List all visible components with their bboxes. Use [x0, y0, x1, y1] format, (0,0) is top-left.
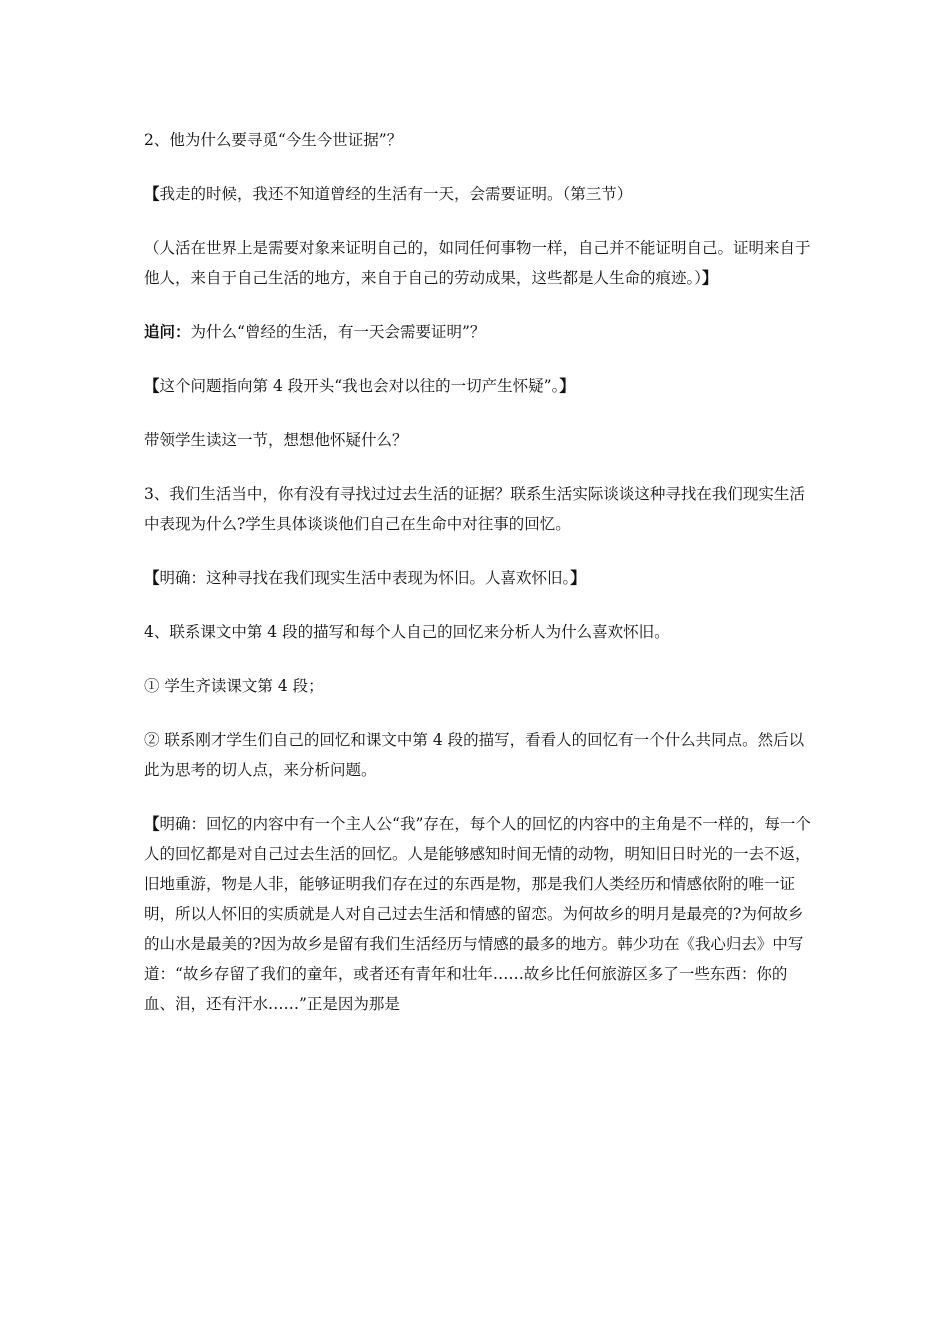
step-1 [144, 671, 812, 701]
bracket-open: 【 [144, 376, 160, 395]
answer-2-explanation [144, 233, 812, 293]
step-2 [144, 725, 812, 785]
answer-2-explanation-text: （人活在世界上是需要对象来证明自己的，如同任何事物一样，自己并不能证明自己。证明来自于他人，来自于自己生活的地方，来自于自己的劳动成果，这些都是人生命的痕迹。） [144, 239, 811, 287]
answer-2-quote-text: 我走的时候，我还不知道曾经的生活有一天，会需要证明。（第三节） [159, 185, 633, 203]
follow-up-label: 追问： [144, 322, 191, 341]
bracket-open: 【 [144, 184, 160, 203]
lead-reading-text: 带领学生读这一节，想想他怀疑什么？ [144, 431, 408, 449]
follow-up-text: 为什么“曾经的生活，有一天会需要证明”？ [190, 323, 486, 341]
question-4-text: 4、联系课文中第 4 段的描写和每个人自己的回忆来分析人为什么喜欢怀旧。 [144, 623, 670, 641]
lead-reading-instruction [144, 425, 812, 455]
follow-up-answer [144, 371, 812, 401]
follow-up-answer-text: 这个问题指向第 4 段开头“我也会对以往的一切产生怀疑”。 [159, 377, 560, 395]
step-2-text: ② 联系刚才学生们自己的回忆和课文中第 4 段的描写，看看人的回忆有一个什么共同点。然后以此为思考的切人点，来分析问题。 [144, 731, 805, 779]
step-1-text: ① 学生齐读课文第 4 段； [144, 677, 324, 695]
bracket-close: 】 [570, 568, 586, 587]
bracket-close: 】 [559, 376, 575, 395]
document-body [144, 125, 812, 1043]
question-4 [144, 617, 812, 647]
answer-4 [144, 809, 812, 1019]
question-3-text: 3、我们生活当中，你有没有寻找过过去生活的证据？联系生活实际谈谈这种寻找在我们现实生活中表现为什么?学生具体谈谈他们自己在生命中对往事的回忆。 [144, 485, 805, 533]
question-2-text: 2、他为什么要寻觅“今生今世证据”？ [144, 131, 403, 149]
answer-4-text: 明确：回忆的内容中有一个主人公“我”存在，每个人的回忆的内容中的主角是不一样的，每一个人的回忆都是对自己过去生活的回忆。人是能够感知时间无情的动物，明知旧日时光的一去不返，旧地重游，物是人非，能够证明我们存在过的东西是物，那是我们人类经历和情感依附的唯一证明，所以人怀旧的实质就是人对自己过去生活和情感的留恋。为何故乡的明月是最亮的?为何故乡的山水是最美的?因为故乡是留有我们生活经历与情感的最多的地方。韩少功在《我心归去》中写道：“故乡存留了我们的童年，或者还有青年和壮年……故乡比任何旅游区多了一些东西：你的血、泪，还有汗水……”正是因为那是 [144, 815, 811, 1013]
question-2 [144, 125, 812, 155]
bracket-close: 】 [702, 268, 718, 287]
answer-2-quote [144, 179, 812, 209]
follow-up-question [144, 317, 812, 347]
answer-3-text: 明确：这种寻找在我们现实生活中表现为怀旧。人喜欢怀旧。 [159, 569, 571, 587]
answer-3 [144, 563, 812, 593]
question-3 [144, 479, 812, 539]
bracket-open: 【 [144, 814, 160, 833]
bracket-open: 【 [144, 568, 160, 587]
